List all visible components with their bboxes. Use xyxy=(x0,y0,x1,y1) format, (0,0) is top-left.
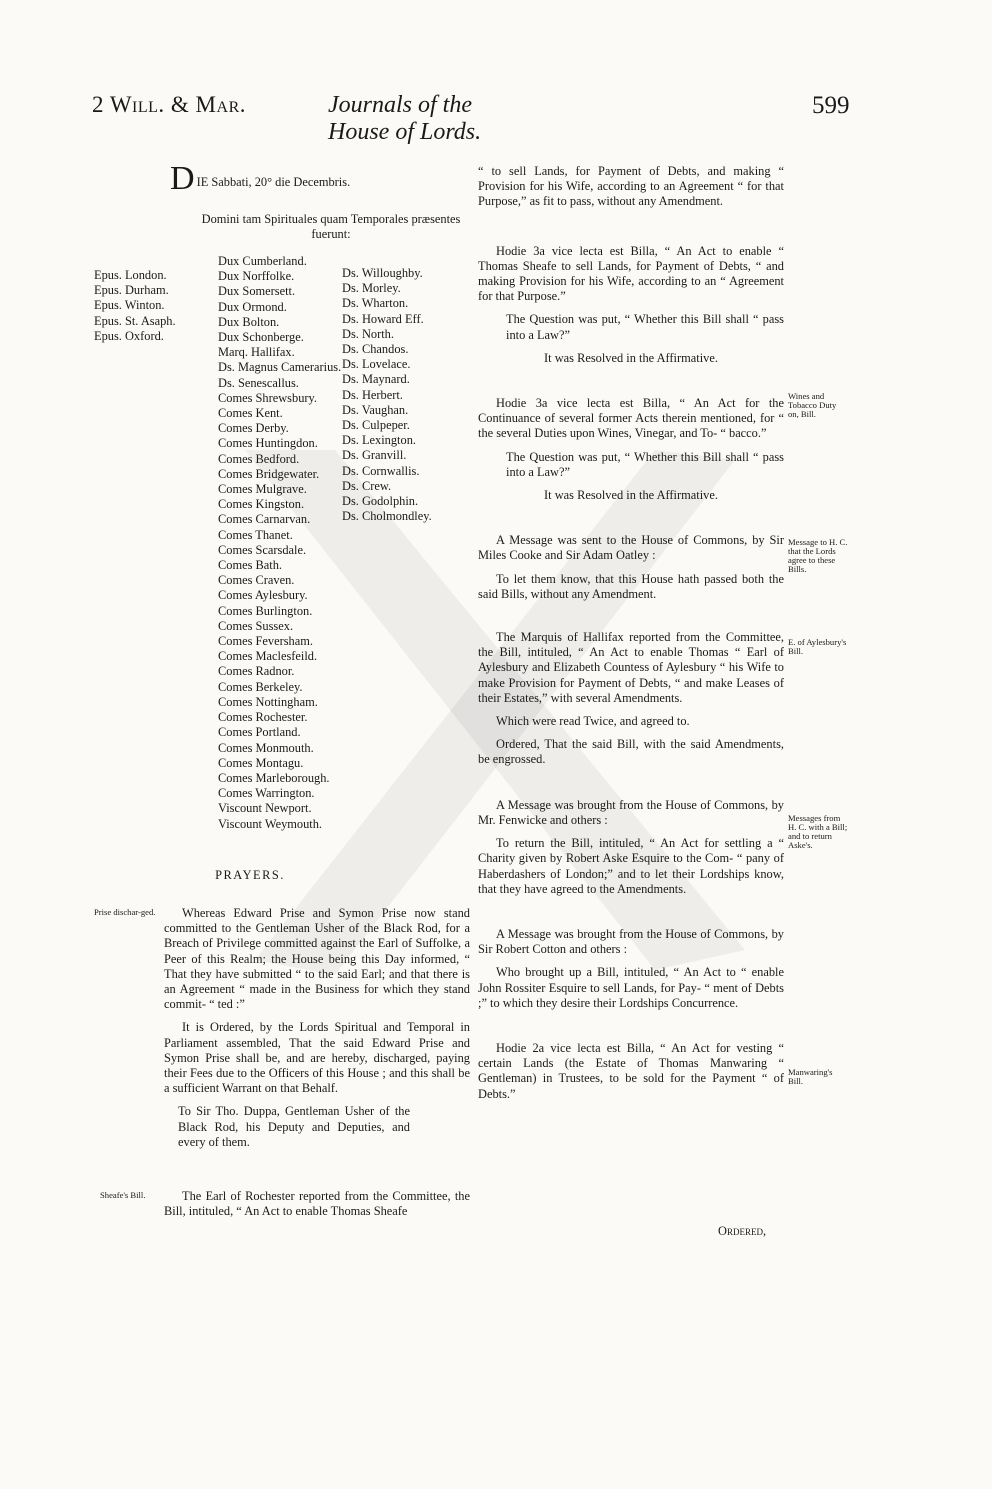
attendee-name: Comes Feversham. xyxy=(218,634,313,649)
attendee-name: Dux Somersett. xyxy=(218,284,296,299)
running-head-title: Journals of the House of Lords. xyxy=(328,92,482,145)
resolved-1: It was Resolved in the Affirmative. xyxy=(544,350,718,365)
attendee-name: Comes Derby. xyxy=(218,421,289,436)
attendee-name: Ds. Herbert. xyxy=(342,387,403,402)
attendee-name: Epus. St. Asaph. xyxy=(94,313,176,328)
date-text: IE Sabbati, 20° die Decembris. xyxy=(196,175,351,189)
attendee-name: Comes Montagu. xyxy=(218,755,304,770)
attendee-name: Comes Bath. xyxy=(218,558,283,573)
attendee-name: Ds. Cornwallis. xyxy=(342,463,420,478)
question-put-1: The Question was put, “ Whether this Bill shall “ pass into a Law?” xyxy=(506,312,784,342)
sheafe-third-reading: Hodie 3a vice lecta est Billa, “ An Act to enable “ Thomas Sheafe to sell Lands, for Payment of Debts, “ and making Provision for his Wife, according to an “ Agreement for that Purpose.” xyxy=(478,243,784,304)
prayers-heading: PRAYERS. xyxy=(215,868,285,882)
attendee-name: Ds. Chandos. xyxy=(342,342,409,357)
attendee-name: Ds. Vaughan. xyxy=(342,402,409,417)
attendee-name: Ds. Howard Eff. xyxy=(342,311,424,326)
attendee-name: Comes Kingston. xyxy=(218,497,305,512)
attendee-name: Comes Nottingham. xyxy=(218,694,318,709)
message-sent: A Message was sent to the House of Commons, by Sir Miles Cooke and Sir Adam Oatley : xyxy=(478,533,784,563)
margin-note-manwaring: Manwaring's Bill. xyxy=(788,1067,833,1086)
attendee-name: Comes Huntingdon. xyxy=(218,436,318,451)
aske-return: To return the Bill, intituled, “ An Act for settling a “ Charity given by Robert Aske Esquire to the Com- “ pany of Haberdashers of London;” and to let their Lordships know, that they have agreed to the Amendments. xyxy=(478,836,784,896)
ordered-paragraph: It is Ordered, by the Lords Spiritual and Temporal in Parliament assembled, That the said Edward Prise and Symon Prise shall be, and are hereby, discharged, paying their Fees due to the Officers of this House ; and this shall be a sufficient Warrant on that Behalf. xyxy=(164,1020,470,1096)
attendee-name: Dux Cumberland. xyxy=(218,254,307,268)
attendee-name: Comes Aylesbury. xyxy=(218,588,308,603)
attendee-name: Comes Warrington. xyxy=(218,786,315,801)
attendee-name: Dux Ormond. xyxy=(218,299,287,314)
attendee-name: Ds. Maynard. xyxy=(342,372,410,387)
attendee-name: Comes Bedford. xyxy=(218,451,300,466)
sheafe-continued: “ to sell Lands, for Payment of Debts, and making “ Provision for his Wife, according to an Agreement “ for that Purpose,” as fit to pass, without any Amendment. xyxy=(478,164,784,209)
attendee-name: Dux Norffolke. xyxy=(218,269,295,284)
bishops-list xyxy=(94,268,204,344)
attendee-name: Comes Mulgrave. xyxy=(218,482,307,497)
attendee-name: Comes Monmouth. xyxy=(218,740,314,755)
attendee-name: Ds. Morley. xyxy=(342,281,401,296)
attendee-name: Comes Burlington. xyxy=(218,603,313,618)
attendee-name: Comes Scarsdale. xyxy=(218,542,307,557)
attendee-name: Ds. Granvill. xyxy=(342,448,407,463)
attendee-name: Ds. Culpeper. xyxy=(342,418,410,433)
message-content: To let them know, that this House hath passed both the said Bills, without any Amendment. xyxy=(478,571,784,601)
manwaring-reading: Hodie 2a vice lecta est Billa, “ An Act for vesting “ certain Lands (the Estate of Thomas Manwaring “ Gentleman) in Trustees, to be sold for the Payment “ of Debts.” xyxy=(478,1040,784,1101)
margin-note-messages: Messages from H. C. with a Bill; and to return Aske's. xyxy=(788,813,848,850)
attendee-name: Viscount Weymouth. xyxy=(218,816,323,831)
attendee-name: Epus. Durham. xyxy=(94,283,169,298)
margin-note-prise: Prise dischar-ged. xyxy=(94,907,156,917)
message-fenwicke: A Message was brought from the House of Commons, by Mr. Fenwicke and others : xyxy=(478,797,784,827)
attendee-name: Comes Sussex. xyxy=(218,618,294,633)
catchword: Ordered, xyxy=(718,1224,767,1238)
attendee-name: Ds. Wharton. xyxy=(342,296,409,311)
attendee-name: Ds. Magnus Camerarius. xyxy=(218,360,342,375)
attendee-name: Comes Thanet. xyxy=(218,527,293,542)
attendee-name: Ds. Godolphin. xyxy=(342,494,419,509)
attendee-name: Comes Portland. xyxy=(218,725,301,740)
attendee-name: Comes Marleborough. xyxy=(218,770,330,785)
attendee-name: Comes Rochester. xyxy=(218,710,308,725)
sheafe-paragraph: The Earl of Rochester reported from the Committee, the Bill, intituled, “ An Act to enable Thomas Sheafe xyxy=(164,1189,470,1219)
prise-paragraph: Whereas Edward Prise and Symon Prise now stand committed to the Gentleman Usher of the Black Rod, for a Breach of Privilege committed against the Earl of Suffolke, a Peer of this Realm; the House being this Day informed, “ That they have submitted “ to the said Earl; and that there is an Agreement “ made in the Business for which they stand commit- “ ted :” xyxy=(164,906,470,1012)
attendee-name: Ds. Crew. xyxy=(342,478,392,493)
attendee-name: Ds. Cholmondley. xyxy=(342,509,432,524)
wines-bill-reading: Hodie 3a vice lecta est Billa, “ An Act for the Continuance of several former Acts therein mentioned, for “ the several Duties upon Wines, Vinegar, and To- “ bacco.” xyxy=(478,396,784,441)
attendee-name: Dux Bolton. xyxy=(218,314,280,329)
attendee-name: Dux Schonberge. xyxy=(218,330,304,345)
attendee-name: Comes Bridgewater. xyxy=(218,466,320,481)
page-number: 599 xyxy=(812,92,850,119)
drop-cap: D xyxy=(170,160,195,197)
sheafe-section xyxy=(164,1189,470,1219)
attendee-name: Ds. North. xyxy=(342,326,394,341)
attendee-name: Comes Maclesfeild. xyxy=(218,649,318,664)
aylesbury-report: The Marquis of Hallifax reported from the Committee, the Bill, intituled, “ An Act to enable Thomas “ Earl of Aylesbury and Elizabeth Countess of Aylesbury “ his Wife to make Provision for Payment of Debts, “ and make Leases of their Estates,” with several Amendments. xyxy=(478,630,784,705)
attendee-name: Epus. Oxford. xyxy=(94,328,164,343)
prise-section xyxy=(164,906,470,1158)
domini-heading: Domini tam Spirituales quam Temporales præsentes fuerunt: xyxy=(201,212,461,242)
attendee-name: Ds. Lovelace. xyxy=(342,357,411,372)
rossiter-bill: Who brought up a Bill, intituled, “ An Act to “ enable John Rossiter Esquire to sell Lands, for Pay- “ ment of Debts ;” to which they desire their Lordships Concurrence. xyxy=(478,965,784,1010)
running-head-left: 2 Will. & Mar. xyxy=(92,92,246,117)
peers-list-a xyxy=(218,254,343,832)
question-put-2: The Question was put, “ Whether this Bill shall “ pass into a Law?” xyxy=(506,449,784,479)
attendee-name: Marq. Hallifax. xyxy=(218,345,295,360)
attendee-name: Comes Craven. xyxy=(218,573,295,588)
margin-note-message: Message to H. C. that the Lords agree to these Bills. xyxy=(788,537,848,574)
attendee-name: Comes Shrewsbury. xyxy=(218,390,318,405)
date-line xyxy=(170,160,470,197)
warrant-address: To Sir Tho. Duppa, Gentleman Usher of the Black Rod, his Deputy and Deputies, and every of them. xyxy=(178,1104,410,1149)
read-twice: Which were read Twice, and agreed to. xyxy=(496,714,690,729)
attendee-name: Ds. Lexington. xyxy=(342,433,416,448)
attendee-name: Ds. Senescallus. xyxy=(218,375,299,390)
margin-note-wines: Wines and Tobacco Duty on, Bill. xyxy=(788,391,837,419)
attendee-name: Comes Berkeley. xyxy=(218,679,303,694)
attendee-name: Comes Kent. xyxy=(218,406,283,421)
ordered-engrossed: Ordered, That the said Bill, with the said Amendments, be engrossed. xyxy=(478,737,784,767)
message-cotton: A Message was brought from the House of Commons, by Sir Robert Cotton and others : xyxy=(478,926,784,957)
right-column xyxy=(478,164,784,1110)
attendee-name: Comes Radnor. xyxy=(218,664,295,679)
attendee-name: Comes Carnarvan. xyxy=(218,512,311,527)
peers-list-b xyxy=(342,266,462,524)
attendee-name: Epus. London. xyxy=(94,268,167,282)
attendee-name: Viscount Newport. xyxy=(218,801,312,816)
attendee-name: Epus. Winton. xyxy=(94,298,165,313)
margin-note-sheafe: Sheafe's Bill. xyxy=(100,1190,146,1200)
resolved-2: It was Resolved in the Affirmative. xyxy=(544,488,718,503)
margin-note-aylesbury: E. of Aylesbury's Bill. xyxy=(788,637,847,656)
attendee-name: Ds. Willoughby. xyxy=(342,266,423,280)
